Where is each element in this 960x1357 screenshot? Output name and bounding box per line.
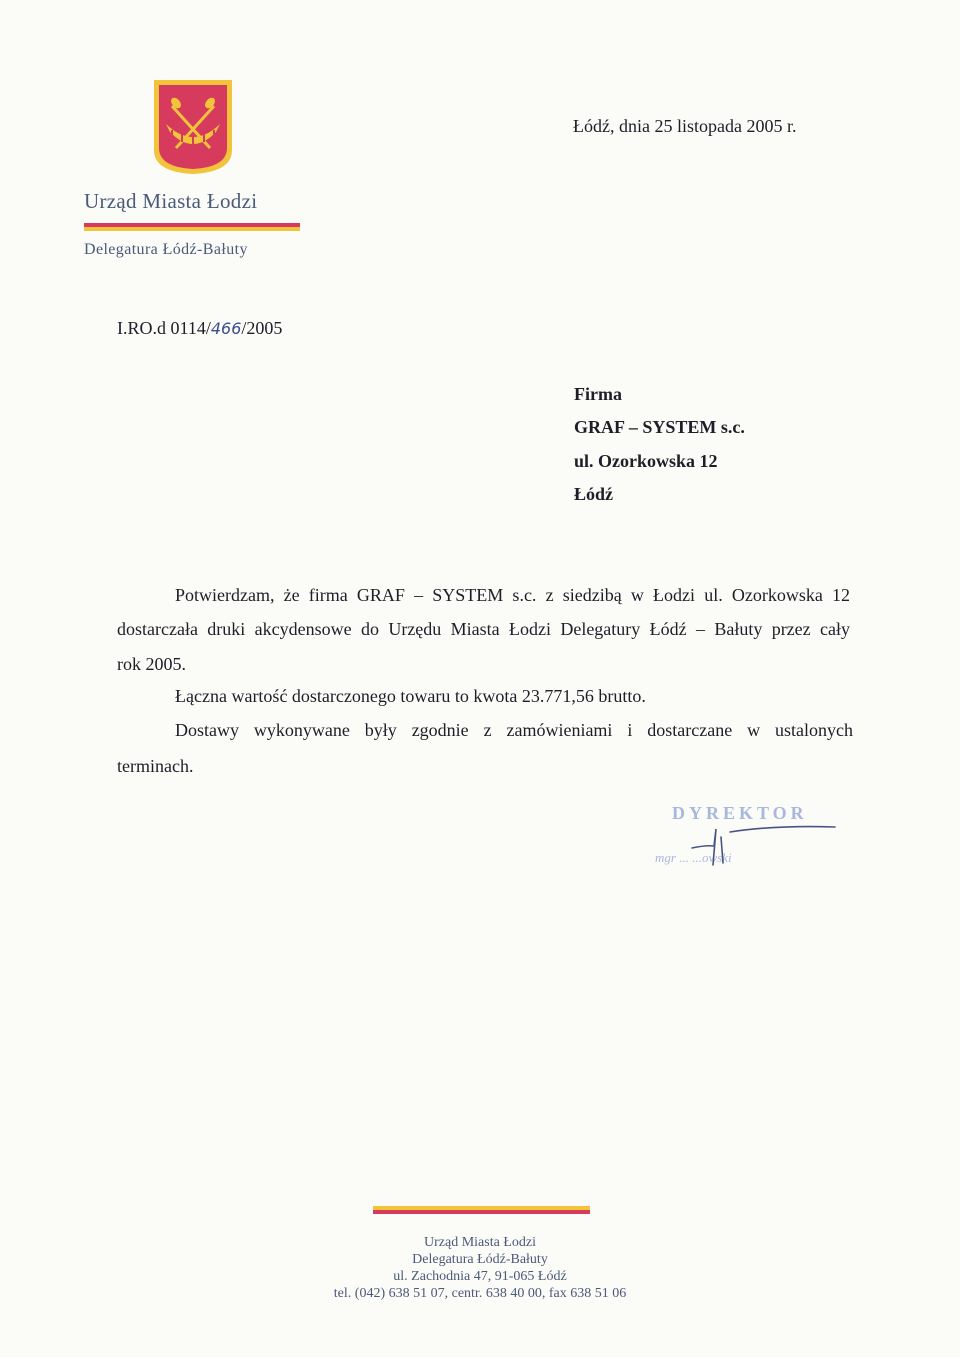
body-paragraph-1-line-2: dostarczała druki akcydensowe do Urzędu Miasta Łodzi Delegatury Łódź – Bałuty przez cały [117,619,850,639]
footer-branch-name: Delegatura Łódź-Bałuty [412,1252,548,1267]
date-line: Łódź, dnia 25 listopada 2005 r. [573,116,797,136]
body-paragraph-3-line-2: terminach. [117,756,194,776]
letterhead-branch-name: Delegatura Łódź-Bałuty [84,241,248,258]
footer-stripes [373,1206,590,1214]
footer-contact: tel. (042) 638 51 07, centr. 638 40 00, fax 638 51 06 [333,1286,627,1301]
letterhead-office-name: Urząd Miasta Łodzi [84,189,258,213]
stamp-title: DYREKTOR [672,803,808,823]
stamp-name: mgr ... ...owski [655,850,732,865]
signature-icon [680,815,840,870]
footer-address: ul. Zachodnia 47, 91-065 Łódź [393,1269,567,1284]
coat-of-arms-icon [152,78,234,176]
recipient-line-1: Firma [574,384,622,404]
body-paragraph-1-line-1: Potwierdzam, że firma GRAF – SYSTEM s.c. z siedzibą w Łodzi ul. Ozorkowska 12 [175,585,850,605]
reference-handwritten-number: 466 [210,319,242,338]
recipient-line-4: Łódź [574,484,614,504]
body-paragraph-2: Łączna wartość dostarczonego towaru to kwota 23.771,56 brutto. [175,686,646,706]
body-paragraph-1-line-3: rok 2005. [117,654,186,674]
recipient-line-3: ul. Ozorkowska 12 [574,451,718,471]
footer-office-name: Urząd Miasta Łodzi [424,1235,536,1250]
reference-number [117,318,282,339]
recipient-line-2: GRAF – SYSTEM s.c. [574,417,745,437]
body-paragraph-3-line-1: Dostawy wykonywane były zgodnie z zamówieniami i dostarczane w ustalonych [175,720,853,740]
reference-prefix: I.RO.d 0114/ [117,318,211,338]
letterhead-stripes [84,223,300,231]
reference-suffix: /2005 [241,318,283,338]
